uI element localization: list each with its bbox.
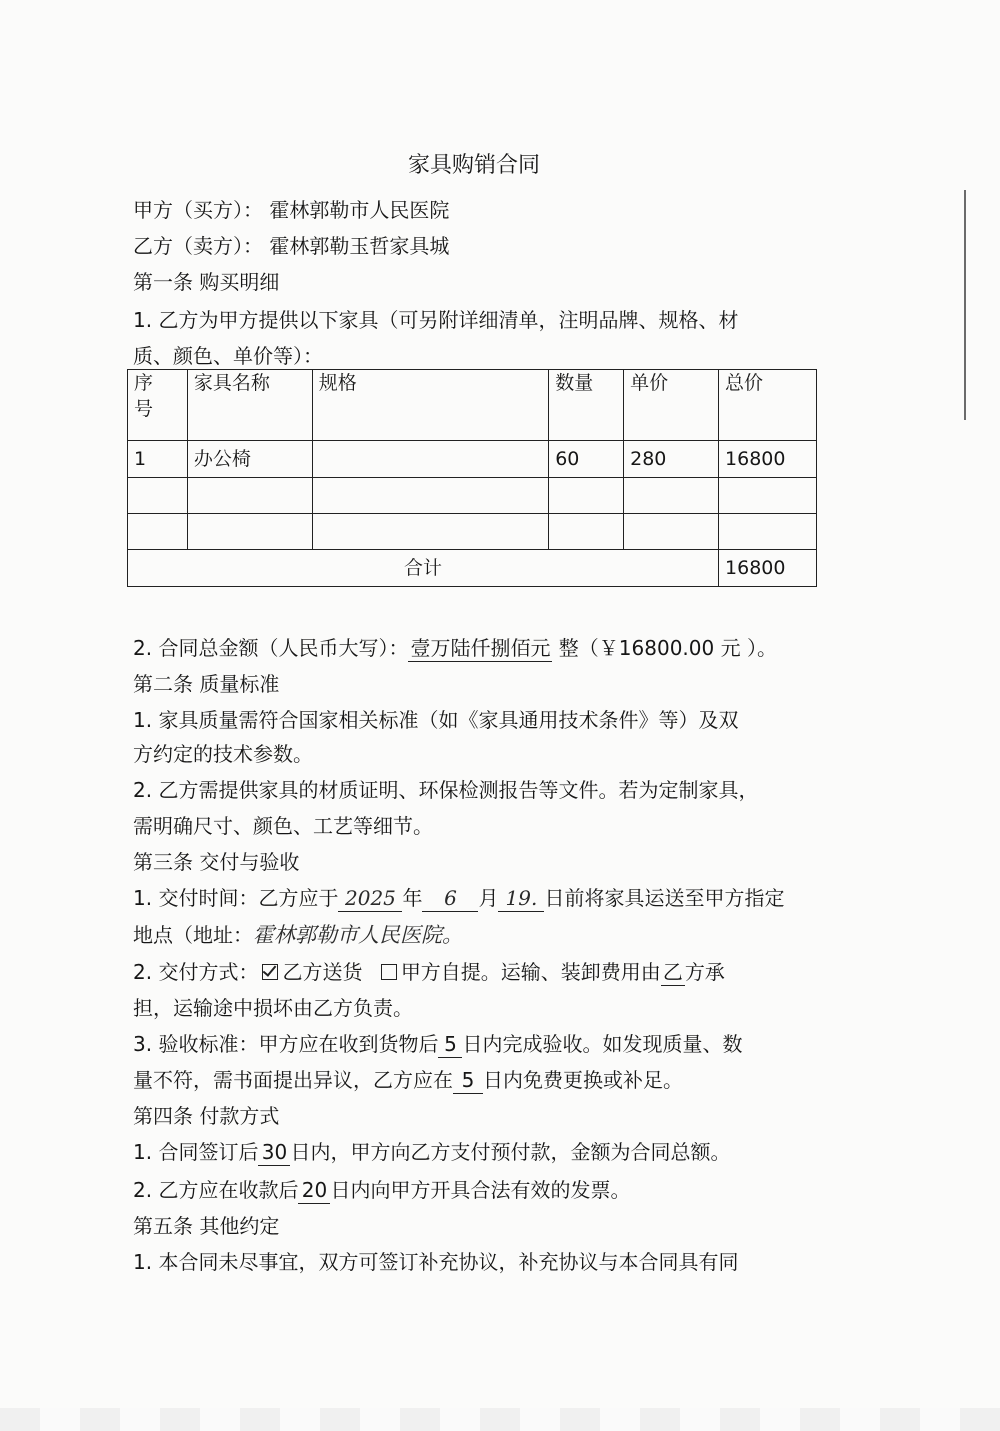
scan-bottom-strip <box>0 1408 1000 1431</box>
party-b-line: 乙方（卖方）： 霍林郭勒玉哲家具城 <box>133 234 450 258</box>
delivery-time-line: 1. 交付时间：乙方应于 2025 年 6 月 19. 日前将家具运送至甲方指定 <box>133 886 785 910</box>
table-row-empty <box>128 478 817 514</box>
replacement-days: 5 <box>453 1067 483 1094</box>
article-1-item-1-line-2: 质、颜色、单价等）： <box>133 344 323 368</box>
delivery-address-handwritten: 霍林郭勒市人民医院。 <box>253 923 463 947</box>
acceptance-days: 5 <box>438 1031 462 1058</box>
furniture-table <box>127 369 817 587</box>
article-5-line-1: 1. 本合同未尽事宜，双方可签订补充协议，补充协议与本合同具有同 <box>133 1250 739 1274</box>
table-header-row <box>128 370 817 441</box>
delivery-address-line: 地点（地址：霍林郭勒市人民医院。 <box>133 923 463 947</box>
delivery-month: 6 <box>422 885 478 912</box>
amount-in-words: 壹万陆仟捌佰元 <box>410 636 551 660</box>
table-row-empty <box>128 514 817 550</box>
payment-line-2: 2. 乙方应在收款后 20 日内向甲方开具合法有效的发票。 <box>133 1178 631 1202</box>
party-a-line: 甲方（买方）： 霍林郭勒市人民医院 <box>133 198 450 222</box>
header-name: 家具名称 <box>187 370 312 441</box>
sum-value: 16800 <box>719 550 817 587</box>
header-qty: 数量 <box>549 370 624 441</box>
header-seq: 序 号 <box>128 370 188 441</box>
header-total: 总价 <box>719 370 817 441</box>
checkbox-buyer-pickup[interactable] <box>381 964 397 980</box>
article-5-heading: 第五条 其他约定 <box>133 1214 280 1238</box>
delivery-year: 2025 <box>338 885 402 912</box>
acceptance-line-1: 3. 验收标准：甲方应在收到货物后 5 日内完成验收。如发现质量、数 <box>133 1032 743 1056</box>
invoice-days: 20 <box>298 1177 330 1204</box>
cell-qty: 60 <box>549 441 624 478</box>
scan-edge-mark <box>964 190 966 420</box>
table-row <box>128 441 817 478</box>
delivery-method-line-2: 担，运输途中损坏由乙方负责。 <box>133 996 413 1020</box>
cell-spec <box>312 441 549 478</box>
delivery-day: 19. <box>498 885 544 912</box>
prepayment-days: 30 <box>258 1139 290 1166</box>
article-1-heading: 第一条 购买明细 <box>133 270 280 294</box>
header-spec: 规格 <box>312 370 549 441</box>
document-title: 家具购销合同 <box>407 153 540 178</box>
payment-line-1: 1. 合同签订后 30 日内，甲方向乙方支付预付款，金额为合同总额。 <box>133 1140 731 1164</box>
article-2-heading: 第二条 质量标准 <box>133 672 280 696</box>
cell-name: 办公椅 <box>187 441 312 478</box>
acceptance-line-2: 量不符，需书面提出异议，乙方应在 5 日内免费更换或补足。 <box>133 1068 683 1092</box>
cell-price: 280 <box>624 441 719 478</box>
article-2-line-1: 1. 家具质量需符合国家相关标准（如《家具通用技术条件》等）及双 <box>133 708 739 732</box>
sum-label: 合计 <box>128 550 719 587</box>
option-seller-delivery: 乙方送货 <box>282 960 363 984</box>
table-sum-row <box>128 550 817 587</box>
article-3-heading: 第三条 交付与验收 <box>133 850 300 874</box>
cell-total: 16800 <box>719 441 817 478</box>
cell-seq: 1 <box>128 441 188 478</box>
fee-party: 乙 <box>662 960 683 984</box>
article-2-line-4: 需明确尺寸、颜色、工艺等细节。 <box>133 814 433 838</box>
article-2-line-2: 方约定的技术参数。 <box>133 742 313 766</box>
checkbox-seller-delivery[interactable] <box>262 964 278 980</box>
header-price: 单价 <box>624 370 719 441</box>
option-buyer-pickup: 甲方自提。运输、装卸费用由 <box>400 960 661 984</box>
article-4-heading: 第四条 付款方式 <box>133 1104 280 1128</box>
article-1-item-2: 2. 合同总金额（人民币大写）： 壹万陆仟捌佰元 整（￥16800.00 元 ）。 <box>133 636 777 660</box>
delivery-method-line: 2. 交付方式： 乙方送货 甲方自提。运输、装卸费用由 乙 方承 <box>133 960 725 984</box>
article-1-item-1-line-1: 1. 乙方为甲方提供以下家具（可另附详细清单，注明品牌、规格、材 <box>133 308 739 332</box>
article-2-line-3: 2. 乙方需提供家具的材质证明、环保检测报告等文件。若为定制家具， <box>133 778 759 802</box>
